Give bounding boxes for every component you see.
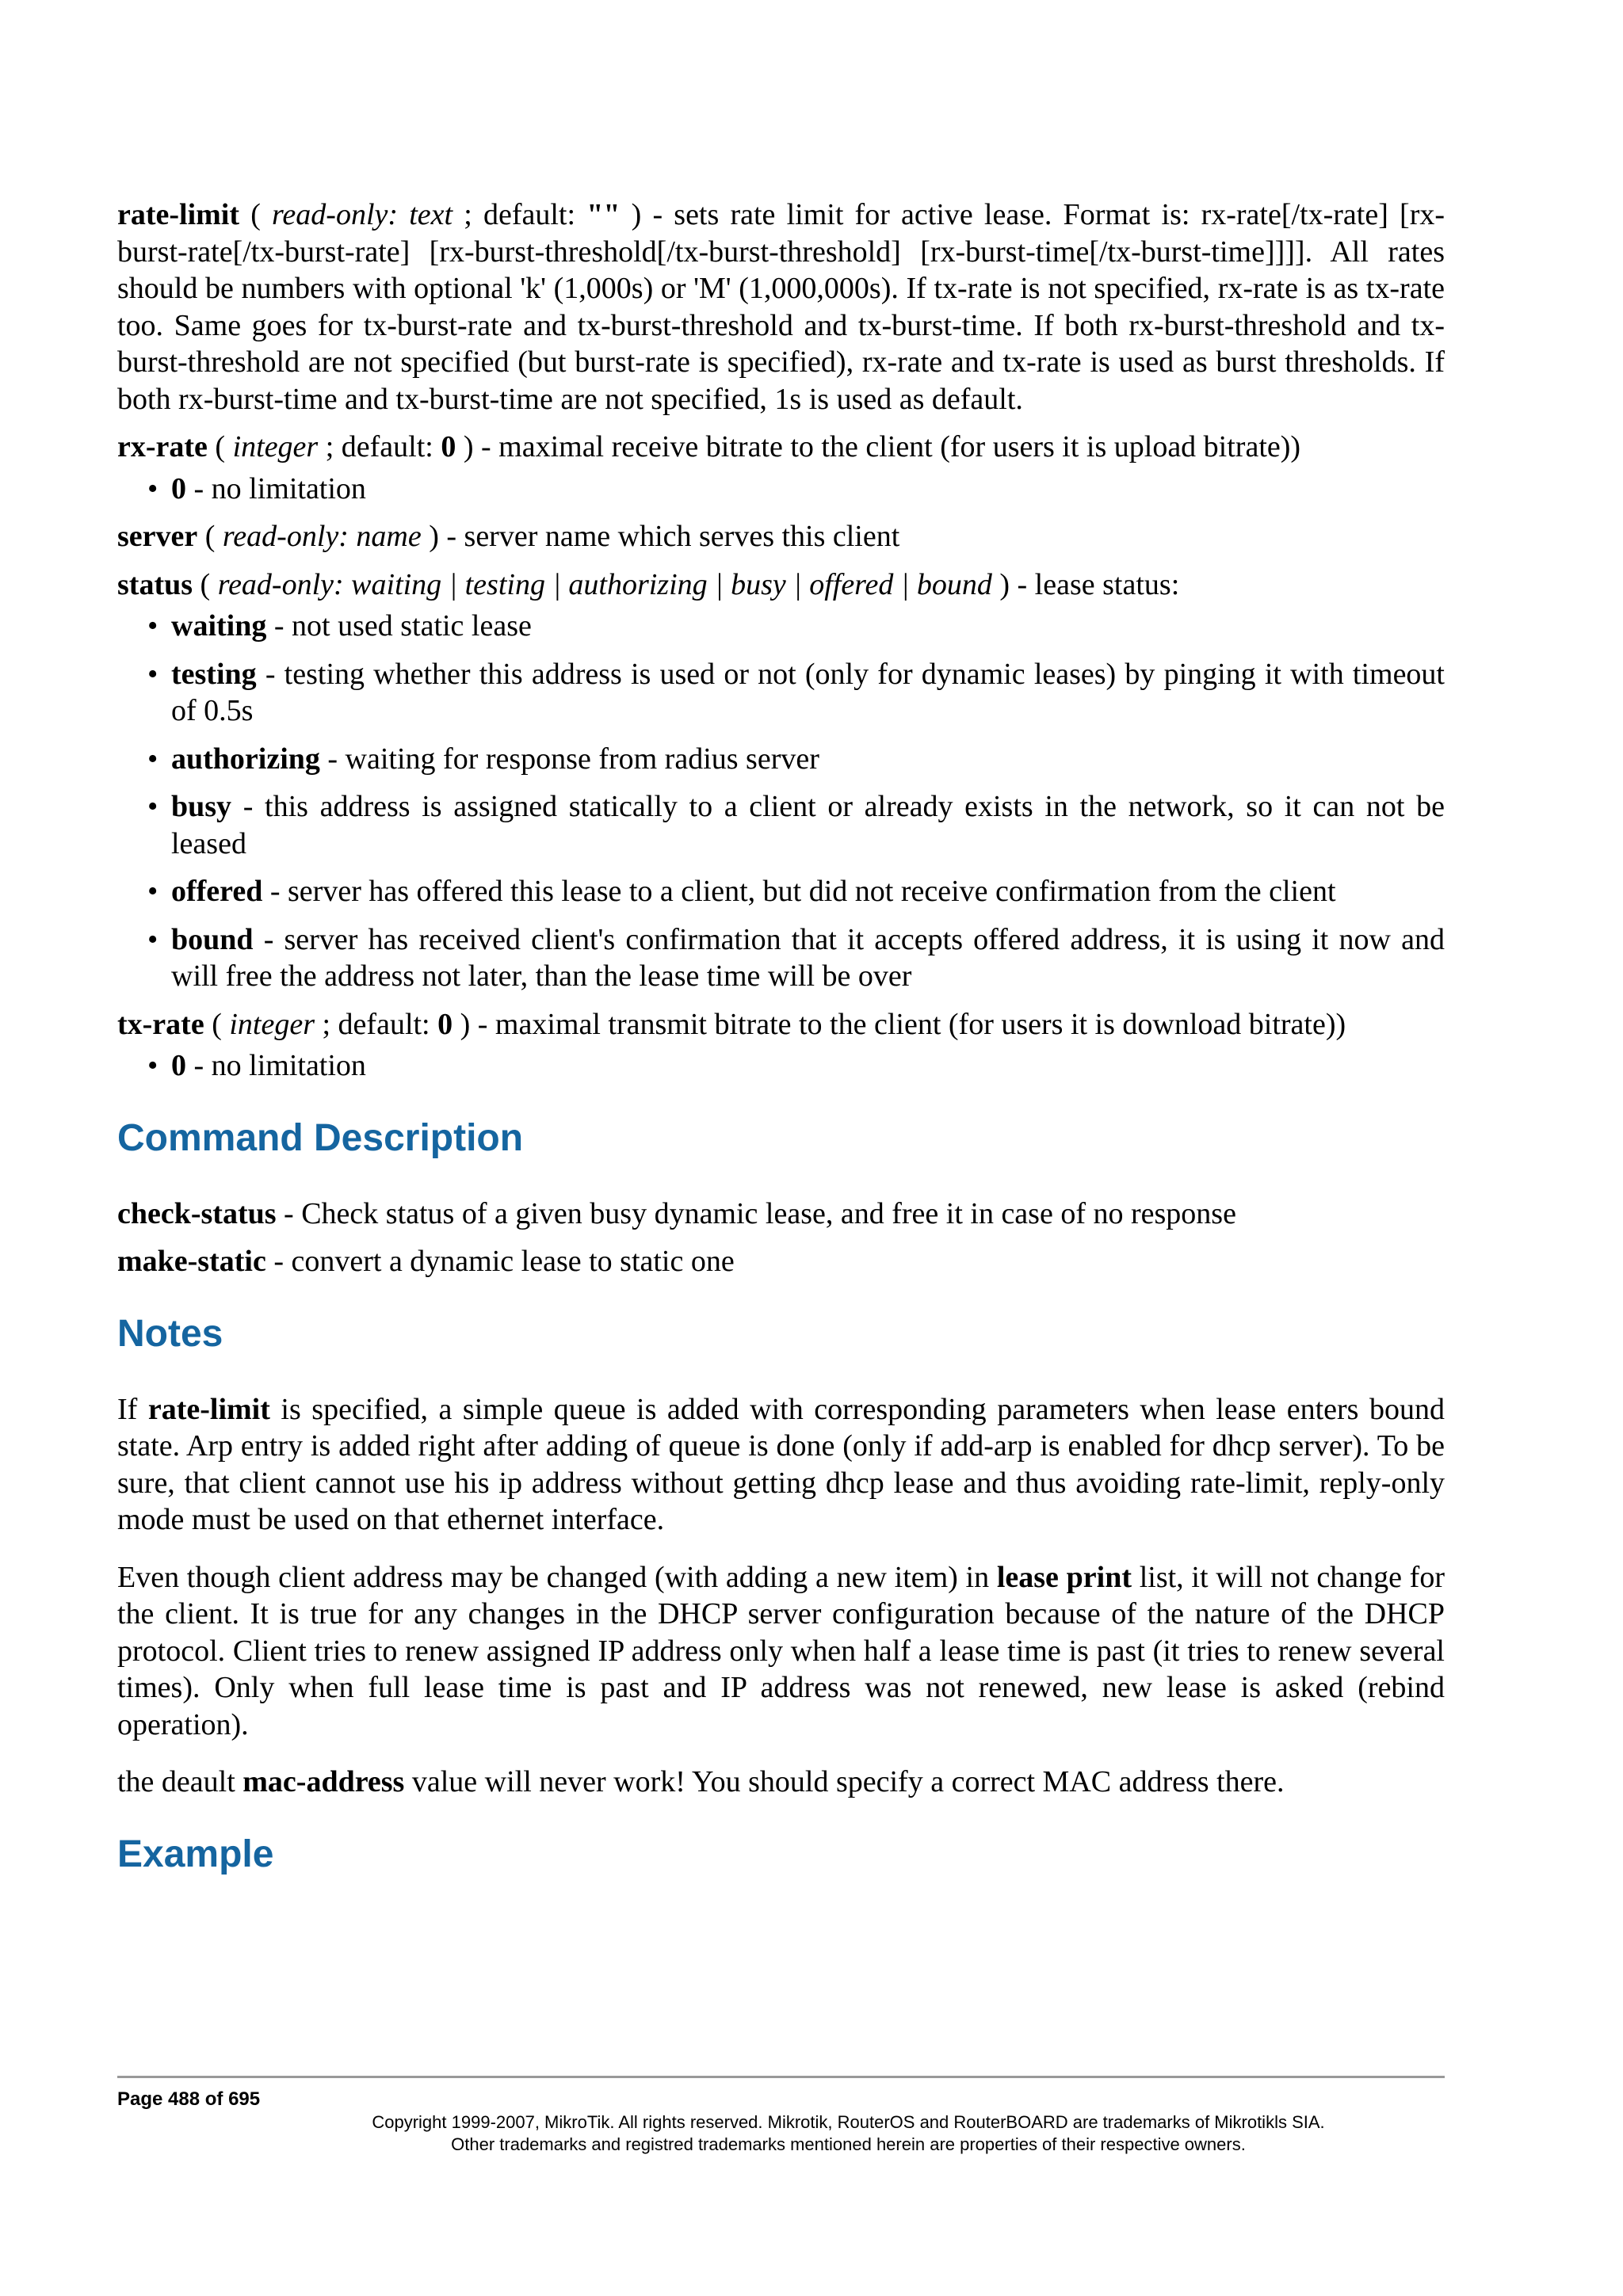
param-default: "" [586,198,621,231]
list-item: • bound - server has received client's confirmation that it accepts offered address, it is using it now and will free the address not later, than the lease time will be over [171,921,1445,995]
param-type: integer [229,1007,315,1041]
param-tx-rate: tx-rate ( integer ; default: 0 ) - maximal transmit bitrate to the client (for users it is download bitrate)) [117,1007,1346,1041]
notes-paragraph: Even though client address may be changed (with adding a new item) in lease print list, it will not change for the client. It is true for any changes in the DHCP server configuration because of the nature of the DHCP protocol. Client tries to renew assigned IP address only when half a lease time is past (it tries to renew several times). Only when full lease time is past and IP address was not renewed, new lease is asked (rebind operation). [117,1560,1445,1741]
param-name: tx-rate [117,1007,204,1041]
param-description: - maximal receive bitrate to the client (for users it is upload bitrate)) [473,430,1301,463]
param-description: - maximal transmit bitrate to the client (for users it is download bitrate)) [470,1007,1346,1041]
param-type: read-only: waiting | testing | authorizing | busy | offered | bound [217,567,992,601]
footer-divider [117,2076,1445,2078]
param-name: status [117,567,193,601]
param-description: - sets rate limit for active lease. Format is: rx-rate[/tx-rate] [rx-burst-rate[/tx-burst-rate] [rx-burst-threshold[/tx-burst-threshold] [rx-burst-time[/tx-burst-time]]]]. All rates should be numbers with optional 'k' (1,000s) or 'M' (1,000,000s). If tx-rate is not specified, rx-rate is as tx-rate too. Same goes for tx-burst-rate and tx-burst-threshold and tx-burst-time. If both rx-burst-threshold and tx-burst-threshold are not specified (but burst-rate is specified), rx-rate and tx-rate is used as burst thresholds. If both rx-burst-time and tx-burst-time are not specified, 1s is used as default. [117,198,1445,416]
param-type: read-only: text [272,198,453,231]
command-check-status: check-status - Check status of a given busy dynamic lease, and free it in case of no response [117,1196,1236,1230]
page-number: Page 488 of 695 [117,2088,261,2110]
param-description: - server name which serves this client [438,520,900,553]
list-item: • busy - this address is assigned statically to a client or already exists in the network, so it can not be leased [171,788,1445,862]
rx-rate-values [117,471,1445,508]
copyright-line: Copyright 1999-2007, MikroTik. All rights reserved. Mikrotik, RouterOS and RouterBOARD are trademarks of Mikrotikls SIA. [372,2112,1325,2132]
param-default: 0 [441,430,456,463]
document-body [117,196,1445,1912]
list-item: • waiting - not used static lease [171,608,1445,645]
list-item: • offered - server has offered this lease to a client, but did not receive confirmation from the client [171,873,1445,910]
section-heading-example: Example [117,1833,274,1875]
section-heading-notes: Notes [117,1312,223,1355]
notes-paragraph: If rate-limit is specified, a simple queue is added with corresponding parameters when lease enters bound state. Arp entry is added right after adding of queue is done (only if add-arp is enabled for dhcp server). To be sure, that client cannot use his ip address without getting dhcp lease and thus avoiding rate-limit, reply-only mode must be used on that ethernet interface. [117,1392,1445,1536]
section-heading-command-description: Command Description [117,1116,524,1159]
param-name: server [117,520,198,553]
param-type: read-only: name [222,520,422,553]
param-name: rx-rate [117,430,208,463]
param-status: status ( read-only: waiting | testing | authorizing | busy | offered | bound ) - lease status: [117,567,1180,601]
page-footer [117,2076,1445,2156]
param-rx-rate: rx-rate ( integer ; default: 0 ) - maximal receive bitrate to the client (for users it is upload bitrate)) [117,430,1301,463]
param-description: - lease status: [1010,567,1180,601]
list-item: • testing - testing whether this address is used or not (only for dynamic leases) by pinging it with timeout of 0.5s [171,656,1445,730]
list-item: • 0 - no limitation [171,471,1445,508]
status-values [117,608,1445,995]
param-server: server ( read-only: name ) - server name which serves this client [117,520,900,553]
tx-rate-values [117,1047,1445,1085]
param-default: 0 [437,1007,453,1041]
list-item: • authorizing - waiting for response from radius server [171,741,1445,778]
trademark-line: Other trademarks and registred trademarks mentioned herein are properties of their respective owners. [451,2134,1246,2154]
param-rate-limit: rate-limit ( read-only: text ; default: "" ) - sets rate limit for active lease. Format is: rx-rate[/tx-rate] [rx-burst-rate[/tx-burst-rate] [rx-burst-threshold[/tx-burst-threshold] [rx-burst-time[/tx-burst-time]]]]. All rates should be numbers with optional 'k' (1,000s) or 'M' (1,000,000s). If tx-rate is not specified, rx-rate is as tx-rate too. Same goes for tx-burst-rate and tx-burst-threshold and tx-burst-time. If both rx-burst-threshold and tx-burst-threshold are not specified (but burst-rate is specified), rx-rate and tx-rate is used as burst thresholds. If both rx-burst-time and tx-burst-time are not specified, 1s is used as default. [117,198,1445,416]
param-name: rate-limit [117,198,240,231]
list-item: • 0 - no limitation [171,1047,1445,1085]
command-make-static: make-static - convert a dynamic lease to static one [117,1245,735,1278]
param-type: integer [232,430,319,463]
notes-paragraph: the deault mac-address value will never work! You should specify a correct MAC address there. [117,1765,1285,1798]
